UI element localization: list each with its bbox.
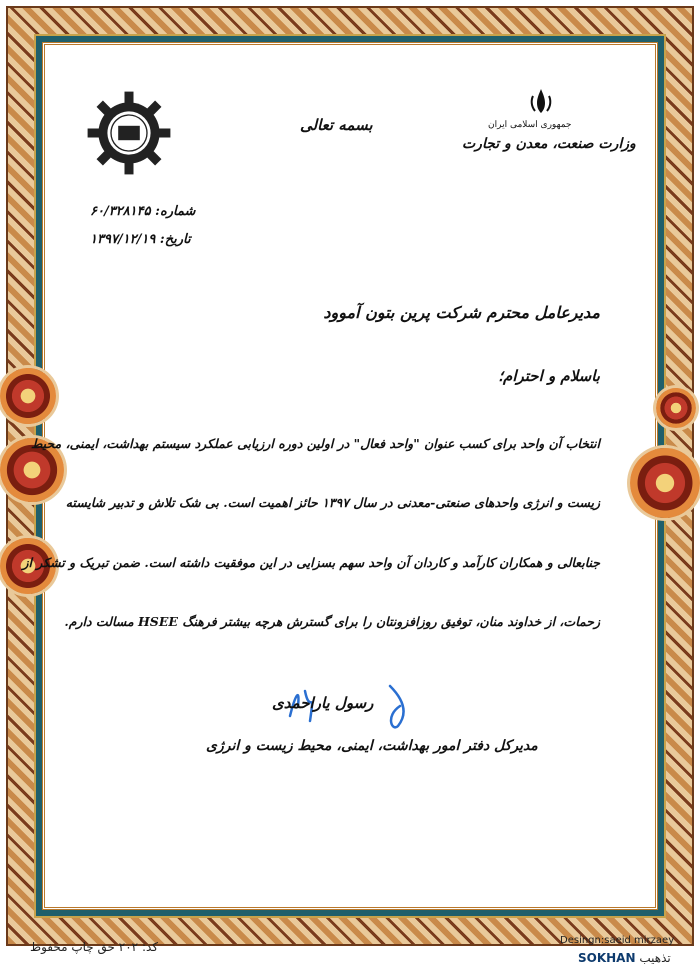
letter-date bbox=[90, 232, 191, 247]
body-line-3: جنابعالی و همکاران کارآمد و کاردان آن واحد سهم بسزایی در این موفقیت داشته است. ضمن تبریک و تشکر از bbox=[22, 555, 600, 570]
medallion-right-top bbox=[656, 388, 696, 428]
brand-name: SOKHAN bbox=[578, 951, 636, 965]
number-value: ۶۰/۳۲۸۱۴۵ bbox=[90, 204, 151, 219]
ministry-name: وزارت صنعت، معدن و تجارت bbox=[462, 136, 636, 152]
gear-logo-icon bbox=[84, 88, 174, 178]
footer-code-copyright: کد: ۲۰۲ حق چاپ محفوظ bbox=[30, 940, 158, 954]
number-label: شماره: bbox=[155, 204, 196, 219]
greeting-line: باسلام و احترام؛ bbox=[498, 367, 600, 385]
iran-emblem-icon bbox=[526, 86, 556, 116]
bismillah-heading: بسمه تعالی bbox=[300, 116, 373, 134]
signatory-title: مدیرکل دفتر امور بهداشت، ایمنی، محیط زیست و انرژی bbox=[206, 738, 538, 754]
designer-credit: Desingn:saeid mirzaey bbox=[560, 935, 675, 946]
brand-suffix: تذهیب bbox=[639, 951, 671, 965]
medallion-left-top bbox=[0, 368, 56, 424]
signatory-name: رسول یاراحمدی bbox=[272, 694, 374, 712]
body-line-2: زیست و انرژی واحدهای صنعتی-معدنی در سال ۱۳۹۷ حائز اهمیت است. بی شک تلاش و تدبیر شایسته bbox=[65, 495, 600, 510]
date-value: ۱۳۹۷/۱۲/۱۹ bbox=[90, 232, 156, 247]
letter-number bbox=[90, 204, 195, 219]
recipient-line: مدیرعامل محترم شرکت پرین بتون آموود bbox=[323, 303, 600, 322]
date-label: تاریخ: bbox=[159, 232, 191, 247]
medallion-right-mid bbox=[630, 448, 700, 518]
body-line-1: انتخاب آن واحد برای کسب عنوان "واحد فعال" در اولین دوره ارزیابی عملکرد سیستم بهداشت، ایمنی، محیط bbox=[30, 436, 600, 451]
brand-line bbox=[578, 951, 671, 965]
org-top-line: جمهوری اسلامی ایران bbox=[488, 120, 572, 130]
body-line-4: زحمات، از خداوند منان، توفیق روزافزونتان را برای گسترش هرچه بیشتر فرهنگ HSEE مسالت دارم. bbox=[64, 614, 600, 629]
